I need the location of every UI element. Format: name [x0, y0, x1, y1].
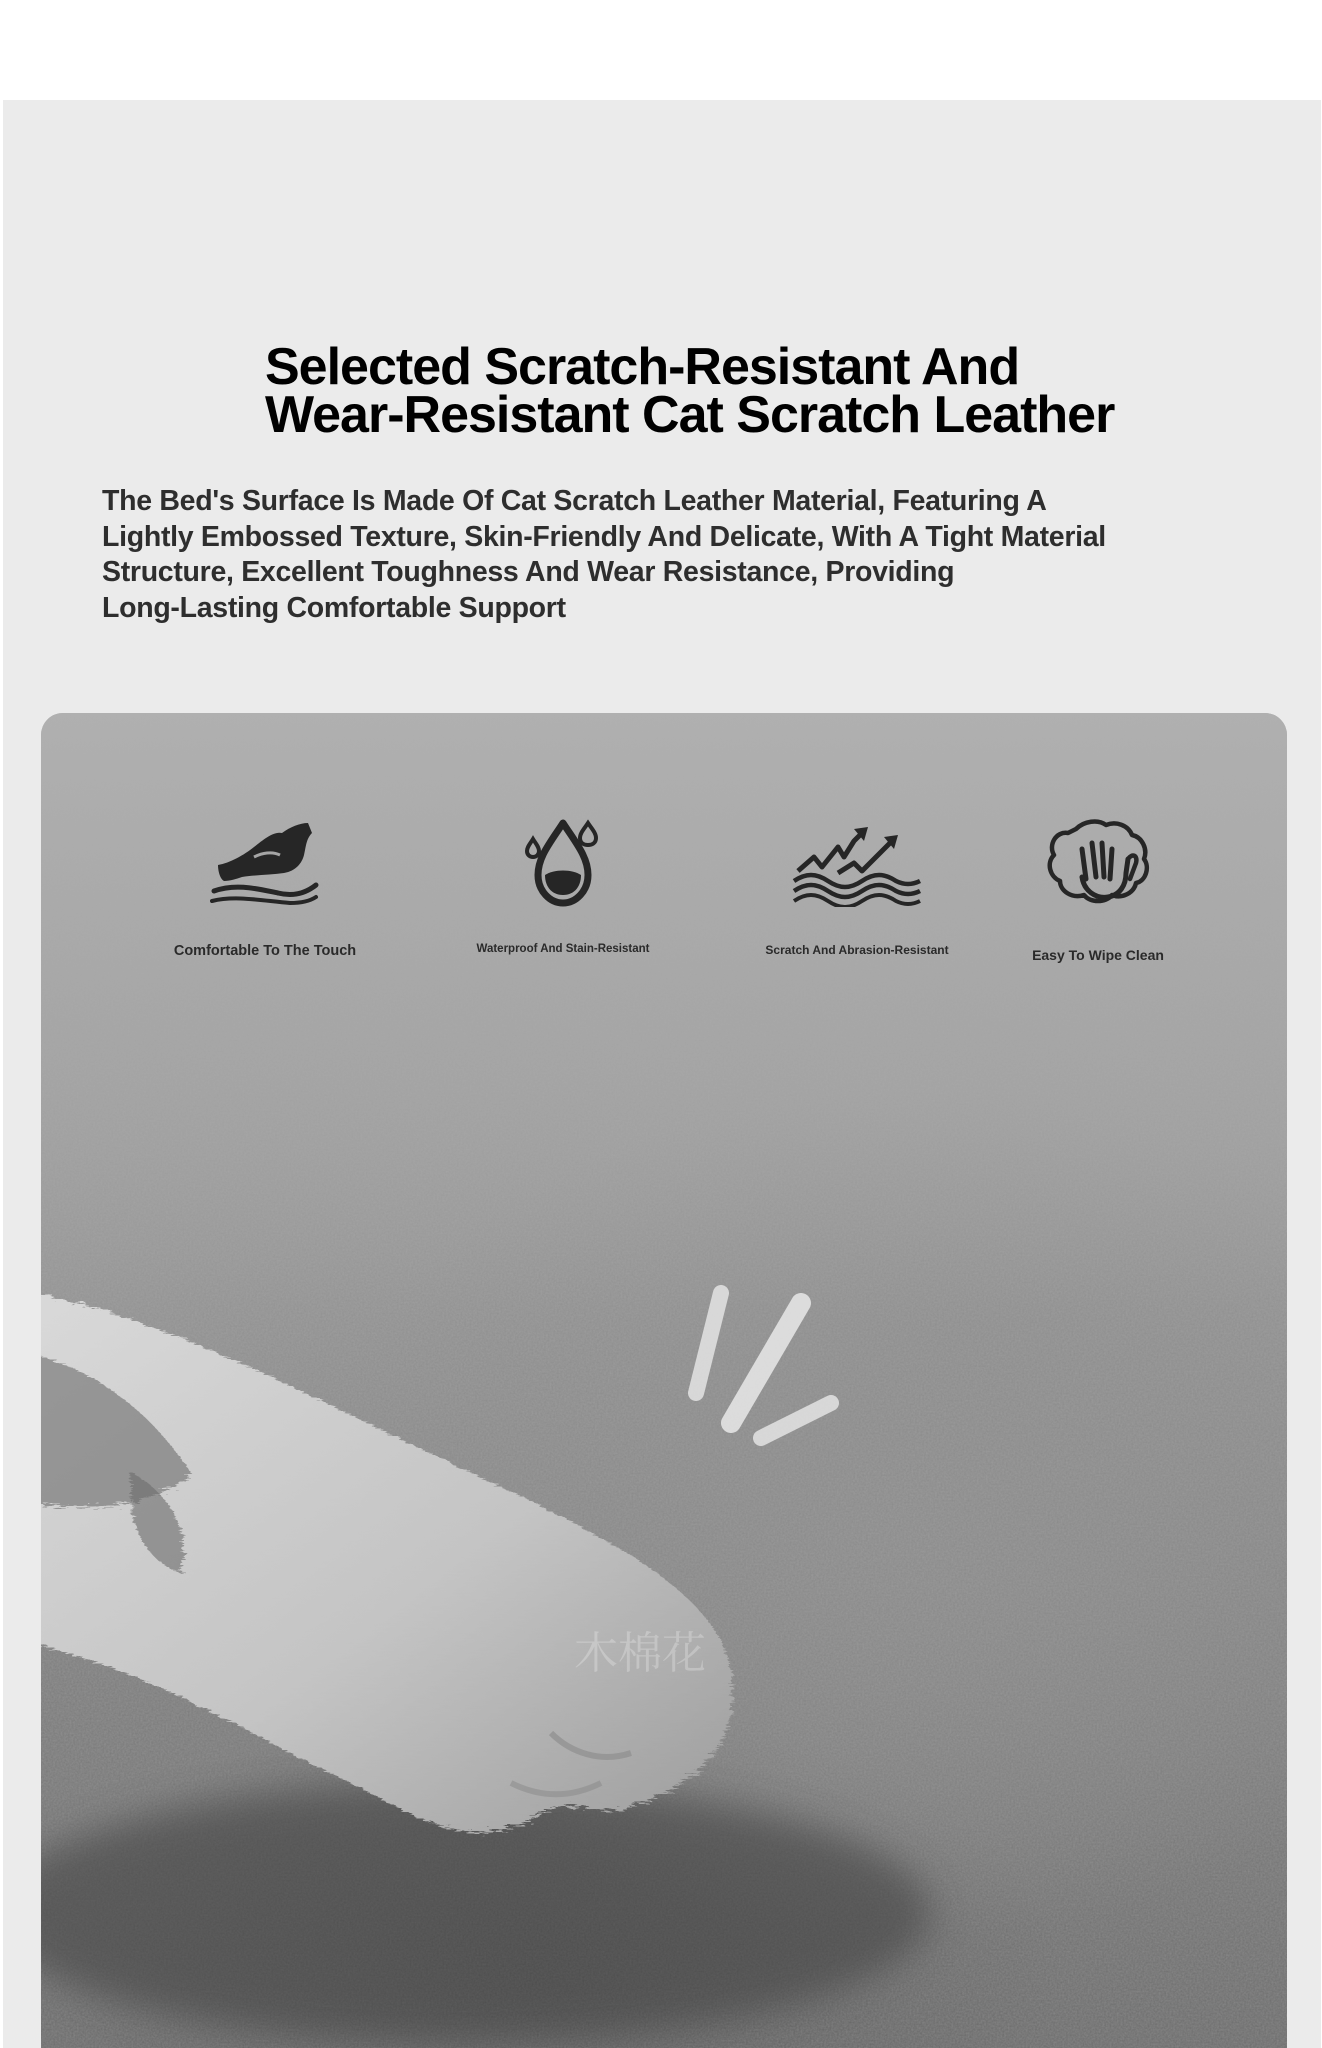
product-description [102, 484, 1242, 626]
water-drop-icon [518, 817, 608, 907]
feature-label: Easy To Wipe Clean [1032, 947, 1164, 963]
description-line-2: Lightly Embossed Texture, Skin-Friendly And Delicate, With A Tight Material [102, 520, 1106, 553]
title-line-1: Selected Scratch-Resistant And [265, 338, 1020, 396]
feature-label: Waterproof And Stain-Resistant [476, 943, 650, 955]
page-title [265, 338, 1165, 444]
description-line-4: Long-Lasting Comfortable Support [102, 591, 566, 624]
scratch-arrows-icon [792, 827, 922, 907]
feature-comfortable [115, 821, 415, 959]
description-line-1: The Bed's Surface Is Made Of Cat Scratch Leather Material, Featuring A [102, 485, 1047, 517]
feature-label: Scratch And Abrasion-Resistant [765, 943, 949, 957]
watermark-text: 木棉花 [574, 1628, 706, 1679]
title-line-2: Wear-Resistant Cat Scratch Leather [265, 386, 1115, 444]
description-line-3: Structure, Excellent Toughness And Wear Resistance, Providing [102, 556, 955, 588]
wipe-hand-icon [1046, 819, 1150, 911]
feature-label: Comfortable To The Touch [173, 943, 357, 959]
feature-easy-clean [948, 819, 1248, 963]
hand-touch-icon [210, 821, 320, 907]
leather-hero-image [41, 713, 1287, 2048]
feature-waterproof [413, 817, 713, 955]
